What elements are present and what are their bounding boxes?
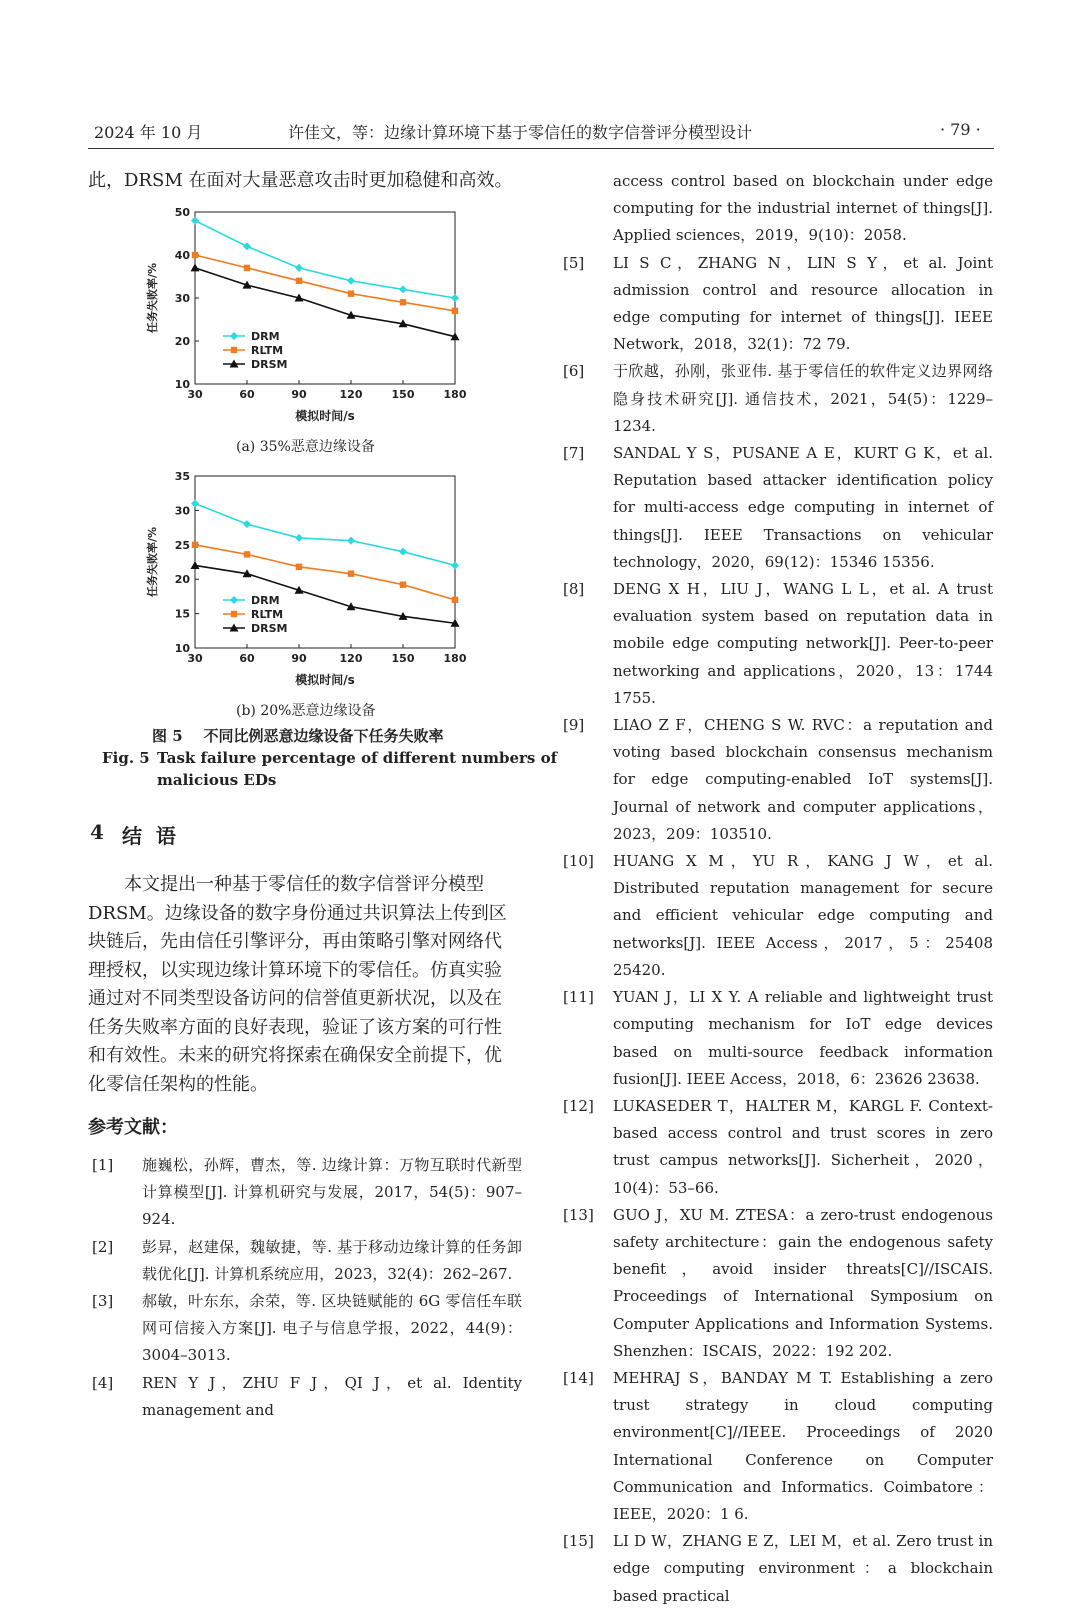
conclusion-line: 理授权，以实现边缘计算环境下的零信任。仿真实验 xyxy=(88,959,502,981)
reference-text: SANDAL Y S，PUSANE A E，KURT G K，et al. Reputation based attacker identification policy for multi-access edge computing in internet of things[J]. IEEE Transactions on vehicular technology，2020，69(12)：15346 15356. xyxy=(613,444,993,571)
reference-text: 于欣越，孙刚，张亚伟. 基于零信任的软件定义边界网络隐身技术研究[J]. 通信技术，2021，54(5)：1229–1234. xyxy=(613,362,993,435)
legend-label: RLTM xyxy=(251,608,284,621)
data-point xyxy=(191,263,200,271)
y-tick-label: 30 xyxy=(174,504,190,518)
y-tick-label: 20 xyxy=(174,573,190,587)
y-tick-label: 35 xyxy=(174,470,190,483)
reference-number: [5] xyxy=(563,253,585,272)
reference-number: [12] xyxy=(563,1096,594,1115)
chart-b-caption: (b) 20%恶意边缘设备 xyxy=(236,703,376,719)
conclusion-paragraph xyxy=(88,871,528,1099)
data-point xyxy=(231,611,237,617)
series-line xyxy=(195,255,455,311)
reference-text: MEHRAJ S，BANDAY M T. Establishing a zero trust strategy in cloud computing environment[C]//IEEE. Proceedings of 2020 International Conference on Computer Communication and Informatics. Coimbatore：IEEE，2020：1 6. xyxy=(613,1368,993,1523)
y-tick-label: 20 xyxy=(174,335,190,348)
conclusion-line: DRSM。边缘设备的数字身份通过共识算法上传到区 xyxy=(88,902,507,924)
reference-text: YUAN J，LI X Y. A reliable and lightweight trust computing mechanism for IoT edge devices based on multi-source feedback information fusion[J]. IEEE Access，2018，6：23626 23638. xyxy=(613,988,993,1088)
x-tick-label: 150 xyxy=(391,388,415,401)
legend-label: RLTM xyxy=(251,344,284,357)
data-point xyxy=(192,542,198,548)
conclusion-line: 任务失败率方面的良好表现，验证了该方案的可行性 xyxy=(88,1016,502,1038)
reference-text: LI D W，ZHANG E Z，LEI M，et al. Zero trust in edge computing environment：a blockchain based practical xyxy=(613,1532,993,1605)
reference-number: [10] xyxy=(563,852,594,871)
reference-item xyxy=(563,1528,993,1610)
x-tick-label: 120 xyxy=(339,388,363,401)
series-line xyxy=(195,268,455,337)
data-point xyxy=(191,500,199,508)
y-tick-label: 10 xyxy=(174,378,190,391)
reference-text: LUKASEDER T，HALTER M，KARGL F. Context-based access control and trust scores in zero trust campus networks[J]. Sicherheit，2020，10(4)：53–66. xyxy=(613,1096,993,1197)
data-point xyxy=(348,291,354,297)
conclusion-line: 块链后，先由信任引擎评分，再由策略引擎对网络代 xyxy=(88,931,502,952)
x-tick-label: 30 xyxy=(187,652,203,665)
y-tick-label: 30 xyxy=(174,292,190,305)
header-date: 2024 年 10 月 xyxy=(94,123,203,142)
section-number: 4 xyxy=(90,820,104,844)
reference-number: [11] xyxy=(563,988,594,1007)
data-point xyxy=(399,285,407,293)
legend-label: DRM xyxy=(251,594,280,607)
x-tick-label: 90 xyxy=(291,388,307,401)
x-tick-label: 120 xyxy=(339,652,363,665)
y-tick-label: 50 xyxy=(174,206,190,219)
conclusion-line: 化零信任架构的性能。 xyxy=(88,1073,268,1095)
conclusion-line: 通过对不同类型设备访问的信誉值更新状况，以及在 xyxy=(88,988,502,1009)
reference-number: [2] xyxy=(92,1237,114,1256)
reference-text: REN Y J，ZHU F J，QI J，et al. Identity management and xyxy=(142,1373,522,1419)
references-left xyxy=(92,1152,522,1424)
data-point xyxy=(244,265,250,271)
data-point xyxy=(348,570,354,576)
reference-text: HUANG X M，YU R，KANG J W，et al. Distributed reputation management for secure and efficient vehicular edge computing and networks[J]. IEEE Access，2017，5：25408 25420. xyxy=(613,852,993,979)
x-tick-label: 60 xyxy=(239,652,255,665)
x-tick-label: 180 xyxy=(443,652,467,665)
data-point xyxy=(230,332,238,340)
legend-label: DRSM xyxy=(251,358,288,371)
reference-number: [7] xyxy=(563,444,585,463)
series-line xyxy=(195,221,455,298)
y-tick-label: 25 xyxy=(174,538,190,552)
x-tick-label: 90 xyxy=(291,652,307,665)
reference-text: DENG X H，LIU J，WANG L L，et al. A trust evaluation system based on reputation data in mobile edge computing network[J]. Peer-to-peer networking and applications，2020，13：1744 1755. xyxy=(613,580,993,707)
reference-text: LI S C，ZHANG N，LIN S Y，et al. Joint admission control and resource allocation in edge computing for internet of things[J]. IEEE Network，2018，32(1)：72 79. xyxy=(613,253,993,354)
data-point xyxy=(399,548,407,556)
reference-number: [15] xyxy=(563,1532,594,1551)
data-point xyxy=(295,534,303,542)
data-point xyxy=(296,564,302,570)
reference-item xyxy=(92,1370,522,1424)
data-point xyxy=(296,278,302,284)
figure-en-label: Fig. 5 xyxy=(102,749,150,767)
data-point xyxy=(231,347,237,353)
reference-item xyxy=(563,440,993,576)
x-tick-label: 150 xyxy=(391,652,415,665)
reference-item xyxy=(563,984,993,1093)
reference-item xyxy=(563,1093,993,1202)
conclusion-line: 本文提出一种基于零信任的数字信誉评分模型 xyxy=(124,874,484,895)
reference-item xyxy=(563,848,993,984)
reference-text: access control based on blockchain under edge computing for the industrial internet of things[J]. Applied sciences，2019，9(10)：2058. xyxy=(613,172,993,245)
data-point xyxy=(347,537,355,545)
reference-item xyxy=(563,1365,993,1528)
section-title: 结 语 xyxy=(122,824,176,848)
figure-en-caption-line1: Task failure percentage of different numbers of xyxy=(157,749,558,767)
chart-a-caption: (a) 35%恶意边缘设备 xyxy=(236,439,375,455)
data-point xyxy=(243,242,251,250)
figure-en-caption-line2: malicious EDs xyxy=(157,771,277,789)
reference-item xyxy=(92,1152,522,1234)
data-point xyxy=(192,252,198,258)
data-point xyxy=(295,264,303,272)
reference-item xyxy=(92,1234,522,1288)
y-axis-label: 任务失败率/% xyxy=(146,526,159,598)
figure-cn-caption: 图 5 不同比例恶意边缘设备下任务失败率 xyxy=(152,727,444,745)
data-point xyxy=(191,217,199,225)
header-rule xyxy=(88,148,994,149)
data-point xyxy=(452,597,458,603)
data-point xyxy=(451,294,459,302)
header-title: 许佳文，等：边缘计算环境下基于零信任的数字信誉评分模型设计 xyxy=(288,123,753,142)
reference-item xyxy=(563,1202,993,1365)
series-line xyxy=(195,504,455,566)
references-heading: 参考文献： xyxy=(88,1117,178,1138)
reference-number: [3] xyxy=(92,1292,114,1311)
plot-frame xyxy=(195,212,455,384)
data-point xyxy=(347,277,355,285)
legend-label: DRSM xyxy=(251,622,288,635)
reference-number: [9] xyxy=(563,716,585,735)
legend-label: DRM xyxy=(251,330,280,343)
reference-item xyxy=(563,168,993,250)
reference-item xyxy=(92,1288,522,1370)
data-point xyxy=(243,520,251,528)
reference-number: [13] xyxy=(563,1205,594,1224)
reference-number: [4] xyxy=(92,1373,114,1392)
x-axis-label: 模拟时间/s xyxy=(295,673,355,687)
reference-text: GUO J，XU M. ZTESA：a zero-trust endogenous safety architecture：gain the endogenous safety benefit，avoid insider threats[C]//ISCAIS. Proceedings of International Symposium on Computer Applications and Information Systems. Shenzhen：ISCAIS，2022：192 202. xyxy=(613,1205,993,1360)
reference-item xyxy=(563,358,993,440)
reference-item xyxy=(563,712,993,848)
x-tick-label: 30 xyxy=(187,388,203,401)
y-tick-label: 15 xyxy=(174,607,190,621)
reference-number: [14] xyxy=(563,1368,594,1387)
data-point xyxy=(244,551,250,557)
reference-text: 彭昇，赵建保，魏敏捷，等. 基于移动边缘计算的任务卸载优化[J]. 计算机系统应用，2023，32(4)：262–267. xyxy=(142,1237,522,1283)
data-point xyxy=(191,561,200,569)
y-axis-label: 任务失败率/% xyxy=(146,262,159,334)
plot-frame xyxy=(195,476,455,648)
data-point xyxy=(230,596,238,604)
reference-text: 郝敏，叶东东，余荣，等. 区块链赋能的 6G 零信任车联网可信接入方案[J]. 电子与信息学报，2022，44(9)：3004–3013. xyxy=(142,1292,522,1365)
references-right xyxy=(563,168,993,1610)
reference-text: LIAO Z F，CHENG S W. RVC：a reputation and voting based blockchain consensus mechanism for edge computing-enabled IoT systems[J]. Journal of network and computer applications，2023，209：103510. xyxy=(613,716,993,843)
reference-item xyxy=(563,576,993,712)
chart-b xyxy=(130,464,480,694)
data-point xyxy=(451,561,459,569)
chart-a xyxy=(130,200,480,430)
x-tick-label: 60 xyxy=(239,388,255,401)
y-tick-label: 40 xyxy=(174,249,190,262)
x-tick-label: 180 xyxy=(443,388,467,401)
data-point xyxy=(400,582,406,588)
reference-number: [6] xyxy=(563,362,585,381)
intro-line: 此，DRSM 在面对大量恶意攻击时更加稳健和高效。 xyxy=(88,170,513,191)
data-point xyxy=(452,308,458,314)
conclusion-line: 和有效性。未来的研究将探索在确保安全前提下，优 xyxy=(88,1045,502,1066)
reference-item xyxy=(563,250,993,359)
reference-text: 施巍松，孙辉，曹杰，等. 边缘计算：万物互联时代新型计算模型[J]. 计算机研究与发展，2017，54(5)：907–924. xyxy=(142,1156,522,1229)
data-point xyxy=(400,299,406,305)
reference-number: [8] xyxy=(563,580,585,599)
y-tick-label: 10 xyxy=(174,642,190,655)
header-page-number: · 79 · xyxy=(940,120,981,139)
reference-number: [1] xyxy=(92,1156,114,1174)
x-axis-label: 模拟时间/s xyxy=(295,409,355,423)
